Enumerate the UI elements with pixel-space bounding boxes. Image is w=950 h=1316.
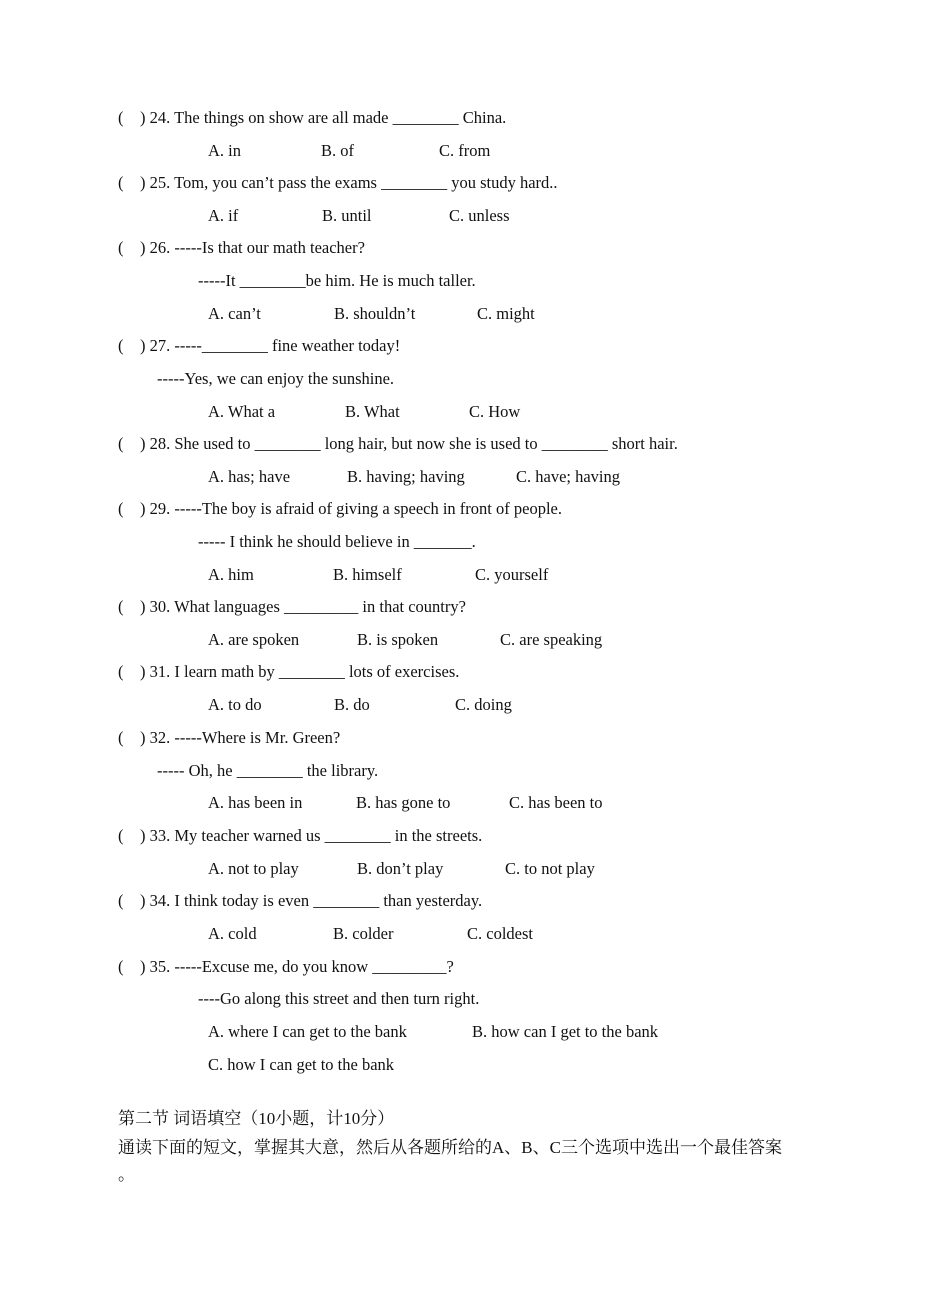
question-33-option-b: B. don’t play bbox=[357, 859, 444, 878]
question-26-option-c: C. might bbox=[477, 304, 535, 323]
question-27-option-a: A. What a bbox=[208, 402, 276, 421]
question-29-option-a: A. him bbox=[208, 565, 254, 584]
question-28-option-b: B. having; having bbox=[347, 467, 465, 486]
question-34-option-b: B. colder bbox=[333, 924, 394, 943]
question-28-stem: ( ) 28. She used to ________ long hair, but now she is used to ________ short hair. bbox=[118, 434, 678, 453]
question-25-option-b: B. until bbox=[322, 206, 372, 225]
question-29-option-b: B. himself bbox=[333, 565, 402, 584]
question-33-stem: ( ) 33. My teacher warned us ________ in the streets. bbox=[118, 826, 483, 845]
question-26-reply: -----It ________be him. He is much taller. bbox=[198, 271, 476, 290]
question-35-stem: ( ) 35. -----Excuse me, do you know _________? bbox=[118, 957, 454, 976]
question-24-stem: ( ) 24. The things on show are all made ________ China. bbox=[118, 108, 507, 127]
question-32-option-b: B. has gone to bbox=[356, 793, 451, 812]
question-33-option-c: C. to not play bbox=[505, 859, 595, 878]
question-35-option-c: C. how I can get to the bank bbox=[208, 1055, 395, 1074]
question-31-option-b: B. do bbox=[334, 695, 370, 714]
question-30-option-b: B. is spoken bbox=[357, 630, 439, 649]
question-35-reply: ----Go along this street and then turn right. bbox=[198, 989, 480, 1008]
section-2-instruction-tail: 。 bbox=[118, 1165, 135, 1184]
question-34-stem: ( ) 34. I think today is even ________ than yesterday. bbox=[118, 891, 483, 910]
question-25-option-a: A. if bbox=[208, 206, 239, 225]
question-25-stem: ( ) 25. Tom, you can’t pass the exams ________ you study hard.. bbox=[118, 173, 558, 192]
question-32-option-c: C. has been to bbox=[509, 793, 603, 812]
question-27-option-c: C. How bbox=[469, 402, 521, 421]
question-24-option-b: B. of bbox=[321, 141, 354, 160]
question-35-option-b: B. how can I get to the bank bbox=[472, 1022, 659, 1041]
question-32-option-a: A. has been in bbox=[208, 793, 303, 812]
question-28-option-c: C. have; having bbox=[516, 467, 621, 486]
question-34-option-c: C. coldest bbox=[467, 924, 533, 943]
question-27-stem: ( ) 27. -----________ fine weather today! bbox=[118, 336, 401, 355]
question-35-option-a: A. where I can get to the bank bbox=[208, 1022, 407, 1041]
question-34-option-a: A. cold bbox=[208, 924, 257, 943]
question-29-stem: ( ) 29. -----The boy is afraid of giving a speech in front of people. bbox=[118, 499, 562, 518]
question-32-stem: ( ) 32. -----Where is Mr. Green? bbox=[118, 728, 341, 747]
question-25-option-c: C. unless bbox=[449, 206, 510, 225]
question-24-option-c: C. from bbox=[439, 141, 491, 160]
question-31-stem: ( ) 31. I learn math by ________ lots of exercises. bbox=[118, 662, 460, 681]
question-26-option-a: A. can’t bbox=[208, 304, 261, 323]
question-29-reply: ----- I think he should believe in _______. bbox=[198, 532, 476, 551]
question-30-option-a: A. are spoken bbox=[208, 630, 300, 649]
question-26-option-b: B. shouldn’t bbox=[334, 304, 416, 323]
question-30-stem: ( ) 30. What languages _________ in that country? bbox=[118, 597, 466, 616]
question-32-reply: ----- Oh, he ________ the library. bbox=[157, 761, 379, 780]
question-29-option-c: C. yourself bbox=[475, 565, 549, 584]
section-2-heading: 第二节 词语填空（10小题，计10分） bbox=[118, 1109, 395, 1128]
section-2-instruction: 通读下面的短文，掌握其大意，然后从各题所给的A、B、C三个选项中选出一个最佳答案 bbox=[118, 1138, 782, 1157]
question-27-reply: -----Yes, we can enjoy the sunshine. bbox=[157, 369, 395, 388]
question-26-stem: ( ) 26. -----Is that our math teacher? bbox=[118, 238, 365, 257]
question-30-option-c: C. are speaking bbox=[500, 630, 603, 649]
question-31-option-a: A. to do bbox=[208, 695, 262, 714]
question-28-option-a: A. has; have bbox=[208, 467, 291, 486]
question-33-option-a: A. not to play bbox=[208, 859, 299, 878]
question-31-option-c: C. doing bbox=[455, 695, 512, 714]
question-27-option-b: B. What bbox=[345, 402, 400, 421]
question-24-option-a: A. in bbox=[208, 141, 241, 160]
